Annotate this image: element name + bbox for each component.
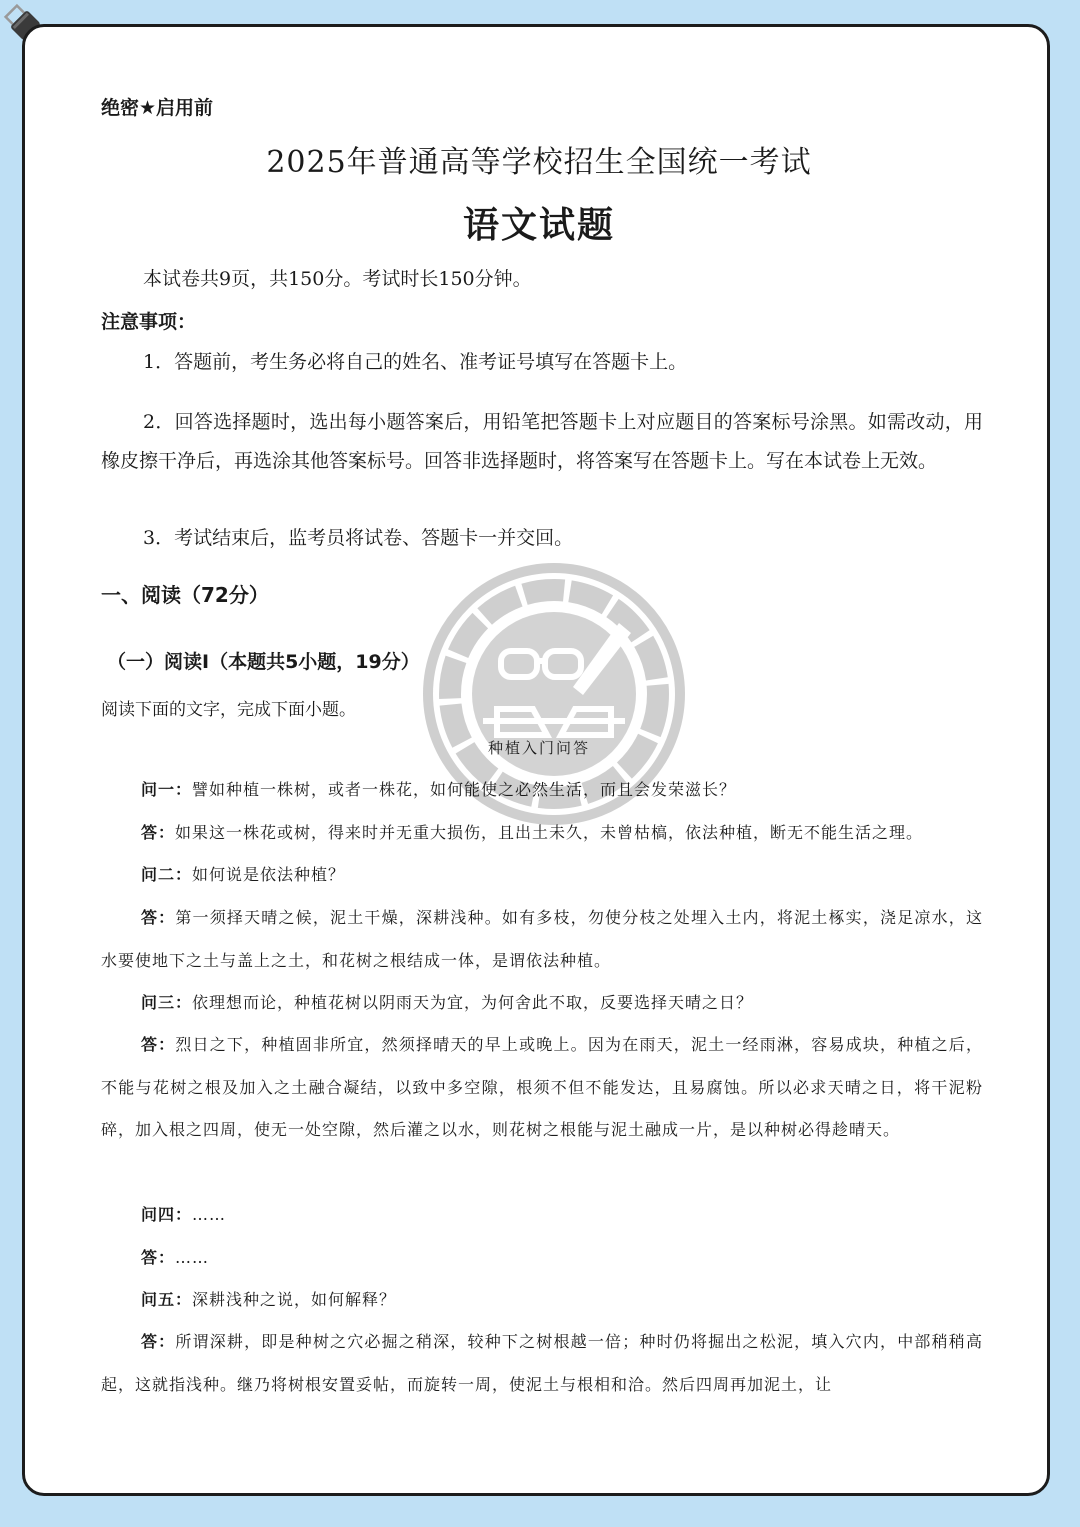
notice-item-1: 1．答题前，考生务必将自己的姓名、准考证号填写在答题卡上。 <box>143 351 688 373</box>
qa-text: …… <box>175 1248 210 1267</box>
qa-text: 依理想而论，种植花树以阴雨天为宜，为何舍此不取，反要选择天晴之日？ <box>192 993 754 1012</box>
qa-label: 问三： <box>141 993 193 1012</box>
qa-label: 问四： <box>141 1205 193 1224</box>
qa-label: 答： <box>141 1248 176 1267</box>
qa-label: 答： <box>141 1332 176 1351</box>
section-heading: 一、阅读（72分） <box>101 583 269 607</box>
qa-entry <box>101 982 983 1025</box>
passage-title: 种植入门问答 <box>487 739 590 757</box>
subject-title: 语文试题 <box>462 205 615 246</box>
qa-entry <box>101 854 983 897</box>
reading-instruction: 阅读下面的文字，完成下面小题。 <box>101 700 356 720</box>
qa-label: 问二： <box>141 865 193 884</box>
qa-text: 如果这一株花或树，得来时并无重大损伤，且出土未久，未曾枯槁，依法种植，断无不能生活之理。 <box>175 823 924 842</box>
qa-label: 答： <box>141 823 176 842</box>
qa-entry <box>101 1024 983 1152</box>
qa-text: 烈日之下，种植固非所宜，然须择晴天的早上或晚上。因为在雨天，泥土一经雨淋，容易成块，种植之后，不能与花树之根及加入之土融合凝结，以致中多空隙，根须不但不能发达，且易腐蚀。所以必求天晴之日，将干泥粉碎，加入根之四周，使无一处空隙，然后灌之以水，则花树之根能与泥土融成一片，是以种树必得趁晴天。 <box>101 1035 983 1139</box>
qa-label: 答： <box>141 908 176 927</box>
qa-label: 问五： <box>141 1290 193 1309</box>
qa-text: 如何说是依法种植？ <box>192 865 346 884</box>
qa-text: 第一须择天晴之候，泥土干燥，深耕浅种。如有多枝，勿使分枝之处埋入土内，将泥土椓实，浇足凉水，这水要使地下之土与盖上之土，和花树之根结成一体，是谓依法种植。 <box>101 908 983 970</box>
notice-item-2: 2．回答选择题时，选出每小题答案后，用铅笔把答题卡上对应题目的答案标号涂黑。如需改动，用橡皮擦干净后，再选涂其他答案标号。回答非选择题时，将答案写在答题卡上。写在本试卷上无效。 <box>101 411 983 472</box>
exam-intro: 本试卷共9页，共150分。考试时长150分钟。 <box>143 268 532 290</box>
qa-text: 譬如种植一株树，或者一株花，如何能使之必然生活，而且会发荣滋长？ <box>192 780 737 799</box>
confidential-label: 绝密★启用前 <box>101 97 214 119</box>
qa-text: …… <box>192 1205 227 1224</box>
qa-entry <box>101 1321 983 1406</box>
qa-label: 答： <box>141 1035 176 1054</box>
exam-paper <box>22 24 1050 1496</box>
qa-entry <box>101 1237 983 1280</box>
qa-entry <box>101 769 983 812</box>
qa-label: 问一： <box>141 780 193 799</box>
qa-text: 深耕浅种之说，如何解释？ <box>192 1290 397 1309</box>
qa-text: 所谓深耕，即是种树之穴必掘之稍深，较种下之树根越一倍；种时仍将掘出之松泥，填入穴内，中部稍稍高起，这就指浅种。继乃将树根安置妥帖，而旋转一周，使泥土与根相和洽。然后四周再加泥土，让 <box>101 1332 983 1394</box>
qa-entry <box>101 897 983 982</box>
exam-title: 2025年普通高等学校招生全国统一考试 <box>266 145 812 180</box>
subsection-heading: （一）阅读I（本题共5小题，19分） <box>107 651 420 673</box>
qa-entry <box>101 1279 983 1322</box>
notice-item-3: 3．考试结束后，监考员将试卷、答题卡一并交回。 <box>143 527 574 549</box>
qa-entry <box>101 812 983 855</box>
qa-entry <box>101 1194 983 1237</box>
notice-heading: 注意事项： <box>101 311 197 333</box>
